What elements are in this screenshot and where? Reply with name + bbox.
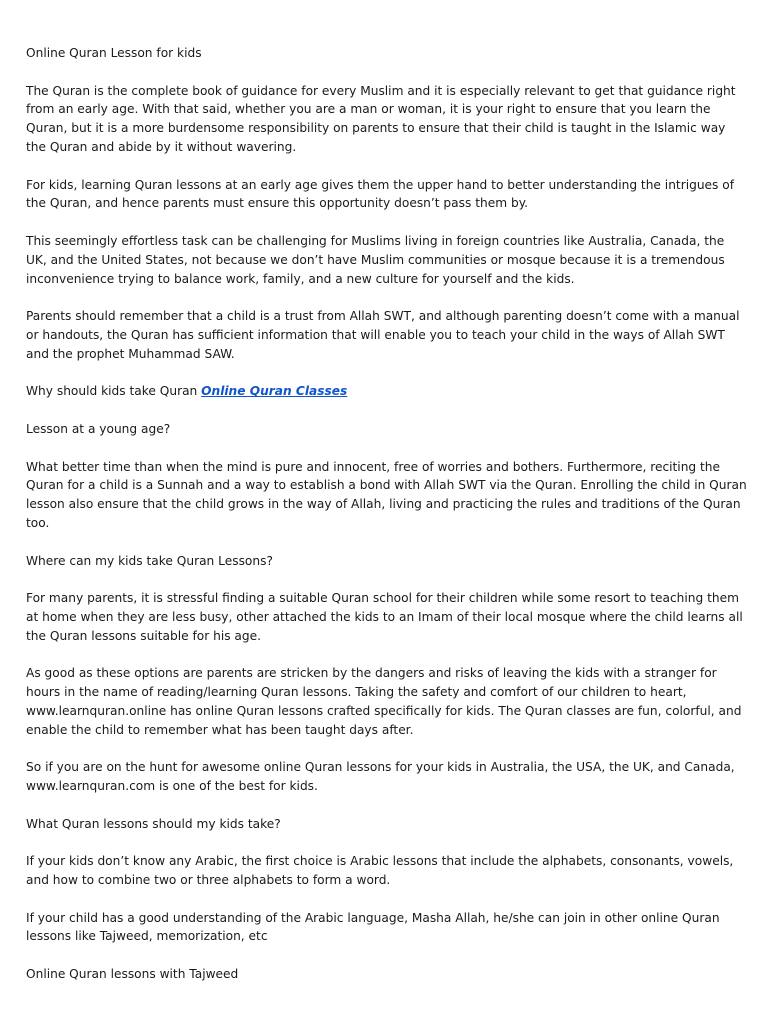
document-title: Online Quran Lesson for kids [26,46,202,60]
heading-young-age: Lesson at a young age? [26,421,171,436]
heading-where-lessons: Where can my kids take Quran Lessons? [26,553,273,568]
paragraph-foreign-countries: This seemingly effortless task can be challenging for Muslims living in foreign countries like Australia, Canada, the UK, and the United States, not because we don’t have Muslim communities or mosque because it is a tremendous inconvenience trying to balance work, family, and a new culture for yourself and the kids. [26,233,725,286]
document-page [26,44,748,1003]
paragraph-other-lessons: If your child has a good understanding of the Arabic language, Masha Allah, he/she can join in other online Quran lessons like Tajweed, memorization, etc [26,910,720,944]
paragraph-better-time: What better time than when the mind is pure and innocent, free of worries and bothers. Furthermore, reciting the Quran for a child is a Sunnah and a way to establish a bond with Allah SWT via the Quran. Enrolling the child in Quran lesson also ensure that the child grows in the way of Allah, living and practicing the rules and traditions of the Quran too. [26,459,747,530]
paragraph-kids-early-age: For kids, learning Quran lessons at an early age gives them the upper hand to better understanding the intrigues of the Quran, and hence parents must ensure this opportunity doesn’t pass them by. [26,177,735,211]
paragraph-stressful-finding: For many parents, it is stressful finding a suitable Quran school for their children while some resort to teaching them at home when they are less busy, other attached the kids to an Imam of their local mosque where the child learns all the Quran lessons suitable for his age. [26,591,743,643]
online-quran-classes-link[interactable]: Online Quran Classes [201,384,348,399]
heading-why-kids-text: Why should kids take Quran [26,384,202,399]
paragraph-hunt: So if you are on the hunt for awesome online Quran lessons for your kids in Australia, the USA, the UK, and Canada, www.learnquran.com is one of the best for kids. [26,760,735,794]
paragraph-intro: The Quran is the complete book of guidance for every Muslim and it is especially relevant to get that guidance right from an early age. With that said, whether you are a man or woman, it is your right to ensure that you learn the Quran, but it is a more burdensome responsibility on parents to ensure that their child is taught in the Islamic way the Quran and abide by it without wavering. [26,83,736,154]
paragraph-parents-trust: Parents should remember that a child is a trust from Allah SWT, and although parenting doesn’t come with a manual or handouts, the Quran has sufficient information that will enable you to teach your child in the ways of Allah SWT and the prophet Muhammad SAW. [26,309,740,361]
heading-why-kids [26,382,748,401]
paragraph-arabic-lessons: If your kids don’t know any Arabic, the first choice is Arabic lessons that include the alphabets, consonants, vowels, and how to combine two or three alphabets to form a word. [26,854,734,888]
heading-what-lessons: What Quran lessons should my kids take? [26,816,281,831]
heading-tajweed: Online Quran lessons with Tajweed [26,967,239,982]
paragraph-safety: As good as these options are parents are stricken by the dangers and risks of leaving the kids with a stranger for hours in the name of reading/learning Quran lessons. Taking the safety and comfort of our children to heart, www.learnquran.online has online Quran lessons crafted specifically for kids. The Quran classes are fun, colorful, and enable the child to remember what has been taught days after. [26,666,742,737]
